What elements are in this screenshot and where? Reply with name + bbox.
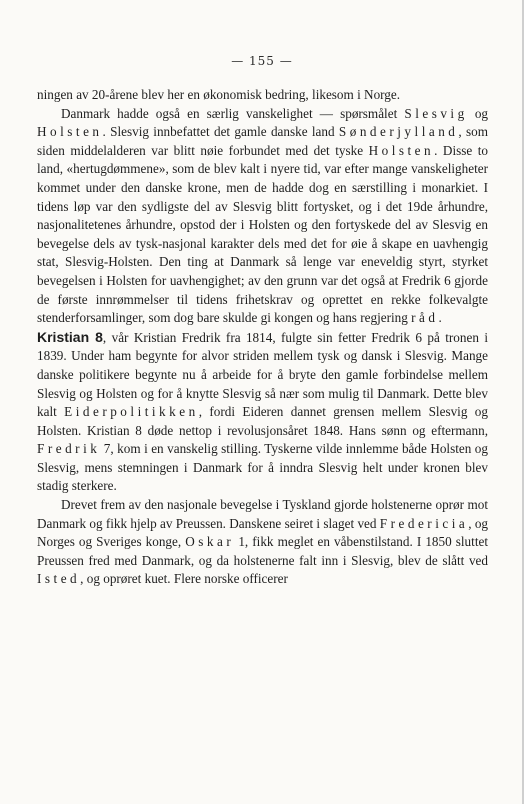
text-run: 1, fikk meglet en våbenstilstand. I 1850 sluttet Preussen fred med Danmark, og da holstenerne falt inn i Slesvig, blev de slått ved (37, 534, 488, 568)
paragraph-4 (37, 496, 488, 589)
spaced-name-isted: Isted (37, 571, 81, 587)
text-run: , fordi Eideren dannet grensen mellem Slesvig og Holsten. Kristian 8 døde nettop i revolusjonsåret 1848. Hans sønn og eftermann, (37, 404, 488, 438)
spaced-name-oskar: Oskar (185, 534, 235, 550)
paragraph-3 (37, 328, 488, 496)
paragraph-1 (37, 86, 488, 105)
text-run: , som siden middelalderen var blitt nøie forbundet med det tyske (37, 124, 488, 158)
text-run: Drevet frem av den nasjonale bevegelse i Tyskland gjorde holstenerne oprør mot Danmark og fikk hjelp av Preussen. Danskene seiret i slaget ved (37, 497, 488, 531)
spaced-name-fredericia: Fredericia (379, 515, 469, 531)
body-text (37, 86, 488, 589)
text-run: . Slesvig innbefattet det gamle danske land (102, 124, 339, 140)
spaced-name-holsten: Holsten (37, 124, 103, 140)
text-run: . (438, 310, 442, 326)
text-run: , og oprøret kuet. Flere norske officerer (80, 571, 288, 587)
spaced-word-rad: råd (411, 310, 439, 326)
text-run: og (467, 105, 489, 121)
spaced-name-fredrik: Fredrik (37, 441, 101, 457)
paragraph-1-text: ningen av 20-årene blev her en økonomisk bedring, likesom i Norge. (37, 87, 401, 102)
spaced-name-sonderjylland: Sønderjylland (338, 124, 459, 140)
text-run: , og Norges og Sveriges konge, (37, 515, 489, 550)
text-run: 7, kom i en vanskelig stilling. Tyskerne vilde innlemme både Holsten og Slesvig, mens stemningen i Danmark for å inndra Slesvig helt under kronen blev stadig sterkere. (37, 441, 488, 494)
section-head-kristian-8: Kristian 8 (37, 328, 103, 345)
paragraph-2 (37, 105, 488, 328)
spaced-name-holsten-2: Holsten (368, 142, 435, 158)
page-number: — 155 — (231, 54, 293, 68)
spaced-word-eiderpolitikken: Eiderpolitikken (64, 404, 199, 420)
text-run: , vår Kristian Fredrik fra 1814, fulgte sin fetter Fredrik 6 på tronen i 1839. Under ham begynte for alvor striden mellem tysk og dansk i Slesvig. Mange danske politikere begynte nu å arbeide for å bryte den gamle forbindelse mellem Slesvig og Holsten og for å knytte Slesvig så nær som mulig til Danmark. Dette blev kalt (37, 329, 488, 420)
spaced-name-slesvig: Slesvig (404, 105, 468, 121)
text-run: . Disse to land, «hertugdømmene», som de blev kalt i nyere tid, var efter mange vanskeligheter kommet under den danske krone, men de hadde dog en særstilling i monarkiet. I tidens løp var den sydligste del av Slesvig blitt fortysket, og i det 19de århundre, nasjonalitetenes århundre, opstod der i Holsten og den fortyskede del av Slesvig en bevegelse dels av tysk-nasjonal karakter dels med det for øie å skape en uavhengig stat, Slesvig-Holsten. Den ting at Danmark så lenge var eneveldig styrt, styrket bevegelsen i Holsten for uavhengighet; av den grunn var det også at Fredrik 6 gjorde de første innrømmelser til tidens frihetskrav og oprettet en rekke folkevalgte stenderforsamlinger, som dog bare skulde gi kongen og hans regjering (37, 142, 489, 326)
text-run: Danmark hadde også en særlig vanskelighet — spørsmålet (61, 105, 405, 121)
